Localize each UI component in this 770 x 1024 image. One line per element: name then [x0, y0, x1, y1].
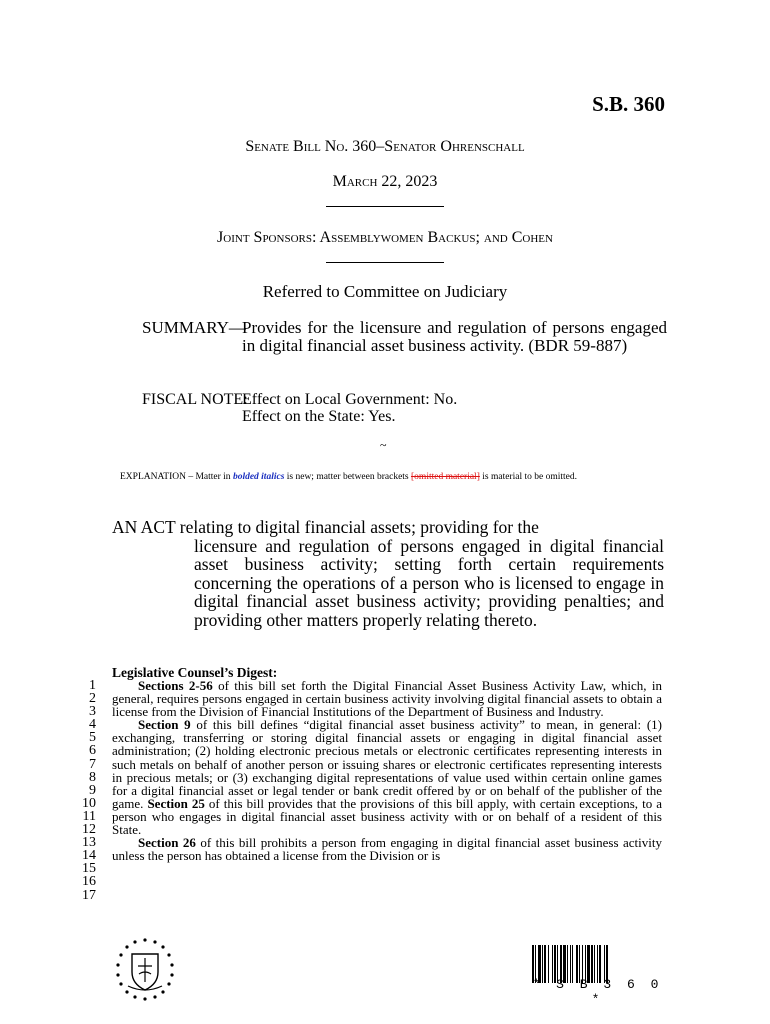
state-seal-icon	[112, 936, 178, 1002]
explanation-prefix: EXPLANATION – Matter in	[120, 472, 233, 482]
fiscal-note-label: FISCAL NOTE:	[142, 391, 248, 408]
summary-text: Provides for the licensure and regulation of persons engaged in digital financial asset business activity. (BDR 59-887)	[242, 318, 667, 355]
barcode-text: * S B 3 6 0 *	[532, 977, 663, 1007]
explanation-note	[120, 472, 660, 482]
line-number: 10	[82, 795, 96, 811]
line-number: 1	[89, 678, 96, 693]
line-number: 16	[82, 874, 96, 890]
section-ref: Section 25	[147, 795, 205, 811]
act-lead: AN ACT relating to digital financial assets; providing for the	[112, 517, 539, 537]
divider	[105, 262, 665, 263]
committee-referral: Referred to Committee on Judiciary	[262, 282, 508, 301]
line-number: 13	[82, 835, 96, 851]
explanation-middle: is new; matter between brackets	[284, 472, 412, 482]
digest-text: of this bill provides that the provisions of this bill apply, with certain exceptions, to a person who engages in digital financial asset business activity with or on behalf of a resident of this State.	[112, 795, 662, 838]
bill-number: S.B. 360	[592, 92, 665, 116]
line-number: 7	[89, 756, 96, 772]
act-rest: licensure and regulation of persons engaged in digital financial asset business activity; setting forth certain requirements concerning the operations of a person who is licensed to engage in digital financial asset business activity; providing penalties; and providing other matters properly relating thereto.	[194, 535, 664, 630]
digest-body	[112, 679, 662, 862]
line-number: 2	[89, 691, 96, 707]
act-title	[112, 518, 664, 629]
fiscal-note-local: Effect on Local Government: No.	[242, 391, 458, 408]
divider	[105, 206, 665, 207]
separator-tilde: ~	[380, 438, 387, 452]
explanation-omitted: [omitted material]	[411, 472, 480, 482]
explanation-bolded-italics: bolded italics	[232, 472, 285, 482]
digest-text: of this bill defines “digital financial asset business activity” to mean, in general: (1) exchanging, transferring or storing digital financial assets or engaging in digital financial asset administration; (2) holding electronic precious metals or electronic certificates representing interests in such metals on behalf of another person or issuing shares or electronic certificates representing interests in precious metals; or (3) exchanging digital representations of value used within certain online games for a digital financial asset or legal tender or bank credit offered by or on behalf of the publisher of the game.	[112, 717, 662, 811]
digest-paragraph	[112, 718, 662, 836]
section-ref: Sections 2-56	[138, 678, 213, 693]
line-number: 12	[82, 822, 96, 838]
section-ref: Section 26	[138, 835, 196, 851]
line-number: 6	[89, 743, 96, 759]
line-number: 4	[89, 717, 96, 733]
summary	[142, 319, 667, 355]
bill-title: Senate Bill No. 360–Senator Ohrenschall	[245, 138, 525, 155]
bill-date: March 22, 2023	[332, 173, 438, 190]
section-ref: Section 9	[138, 717, 191, 733]
digest-paragraph	[112, 679, 662, 718]
digest-paragraph	[112, 836, 662, 862]
summary-label: SUMMARY—	[142, 318, 246, 337]
line-numbers	[70, 679, 96, 902]
line-number: 5	[89, 730, 96, 746]
line-number: 11	[82, 808, 96, 824]
line-number: 15	[82, 861, 96, 877]
fiscal-note	[142, 391, 457, 425]
joint-sponsors: Joint Sponsors: Assemblywomen Backus; and Cohen	[217, 229, 553, 246]
line-number: 9	[89, 782, 96, 798]
line-number: 14	[82, 848, 96, 864]
explanation-suffix: is material to be omitted.	[479, 472, 577, 482]
fiscal-note-state: Effect on the State: Yes.	[242, 408, 396, 425]
line-number: 3	[89, 704, 96, 720]
line-number: 17	[82, 887, 96, 903]
digest-heading: Legislative Counsel’s Digest:	[112, 665, 278, 680]
digest-text: of this bill prohibits a person from engaging in digital financial asset business activity unless the person has obtained a license from the Division or is	[112, 835, 662, 864]
line-number: 8	[89, 769, 96, 785]
digest-text: of this bill set forth the Digital Financial Asset Business Activity Law, which, in general, requires persons engaged in certain business activity involving digital financial assets to obtain a license from the Division of Financial Institutions of the Department of Business and Industry.	[112, 678, 662, 720]
